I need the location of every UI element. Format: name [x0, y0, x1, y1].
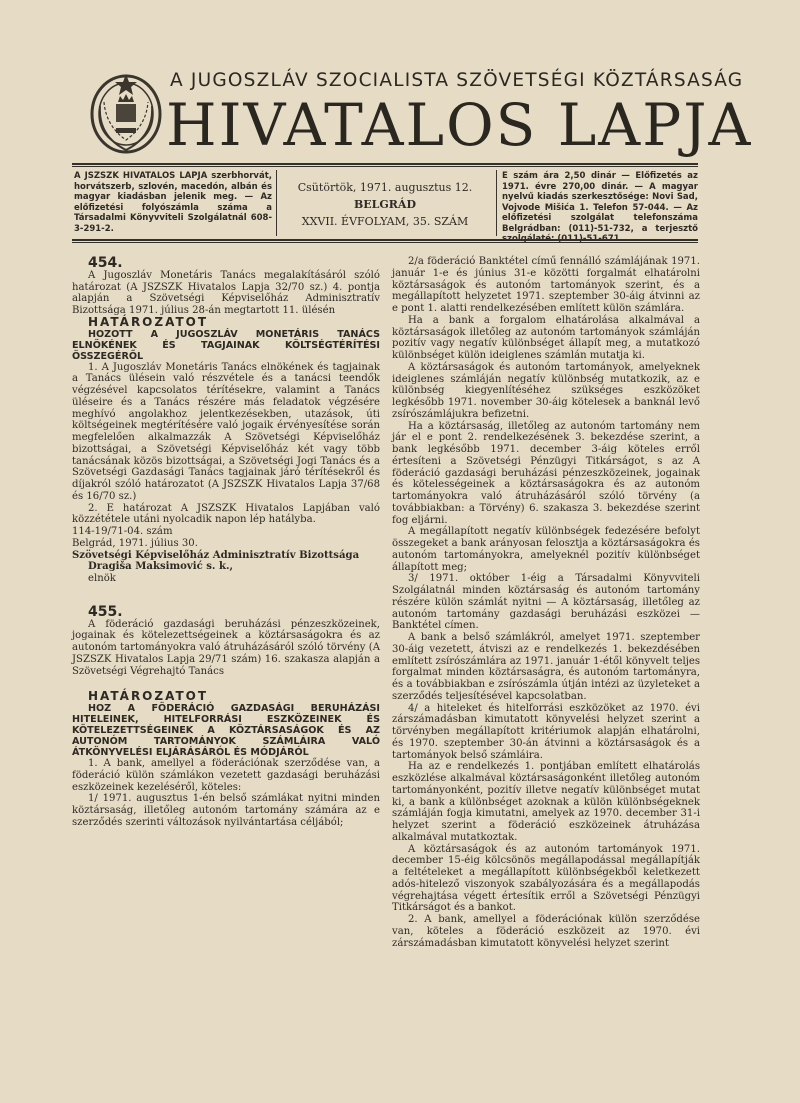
paragraph: Ha az e rendelkezés 1. pontjában említett elhatárolás eszközlése alkalmával köztársaságonként illetőleg autonóm tartományonként, pozitív illetve negatív különbséget mutat ki, a bank a különbséget azoknak a külön különbségeknek számláján fogja kimutatni, amelyek az 1970. december 31-i helyzet szerint a föderáció eszközeinek átruházása alkalmával mutatkoztak. [392, 761, 700, 843]
left-column [72, 255, 380, 829]
paragraph: 1/ 1971. augusztus 1-én belső számlákat nyitni minden köztársaság, illetőleg autonóm tartomány számára az e szerződés szerinti változások nyilvántartása céljából; [72, 793, 380, 828]
state-emblem-icon [86, 66, 166, 158]
masthead-rule-bottom [72, 239, 698, 241]
paragraph: A megállapított negatív különbségek fedezésére befolyt összegeket a bank arányosan felosztja a köztársaságokra és autonóm tartományokra, amelyeknél pozitív különbséget állapított meg; [392, 526, 700, 573]
paragraph: 2/a föderáció Banktétel című fennálló számlájának 1971. január 1-e és június 31-e közötti forgalmát elhatárolni köztársaságok és autonóm tartományok szerint, és a megállapított helyzetet 1971. szeptember 30-áig átvinni az e pont 1. alatti rendelkezésében említett külön számlára. [392, 256, 700, 314]
paragraph: Ha a köztársaság, illetőleg az autonóm tartomány nem jár el e pont 2. rendelkezésének 3. bekezdése szerint, a bank legkésőbb 1971. december 3-áig köteles erről értesíteni a Szövetségi Pénzügyi Titkárságot, s az A föderáció gazdasági beruházási pénzeszközeinek, jogainak és kötelességeinek a köztársaságokra és az autonóm tartományokra való átruházásáról szóló törvény (a továbbiakban: a Törvény) 6. szakasza 3. bekezdése szerint fog eljárni. [392, 420, 700, 526]
paragraph: Ha a bank a forgalom elhatárolása alkalmával a köztársaságok illetőleg az autonóm tartományok számláján pozitív vagy negatív különbséget állapít meg, a mutatkozó különbséget külön ideiglenes számlán mutatja ki. [392, 314, 700, 361]
paragraph: 2. E határozat A JSZSZK Hivatalos Lapjában való közzététele utáni nyolcadik napon lép hatályba. [72, 502, 380, 526]
document-number: 454. [88, 255, 123, 271]
masthead-rule-top [72, 163, 698, 165]
gazette-title: HIVATALOS LAPJA [166, 91, 753, 159]
paragraph: A föderáció gazdasági beruházási pénzeszközeinek, jogainak és kötelezettségeinek a köztársaságokra és az autonóm tartományokra való átruházásáról szóló törvény (A JSZSZK Hivatalos Lapja 29/71 szám) 16. szakasza alapján a Szövetségi Végrehajtó Tanács [72, 618, 380, 677]
paragraph: A bank a belső számlákról, amelyet 1971. szeptember 30-áig vezetett, átviszi az e rendelkezés 1. bekezdésében említett zsírószámlára az 1971. január 1-étől könyvelt teljes forgalmat minden köztársaságra, és autonóm tartományra, és a továbbiakban e zsírószámla útján intézi az üzyleteket a szerződés teljesítésével kapcsolatban. [392, 632, 700, 702]
masthead-rule-bottom-thin [72, 242, 698, 243]
issuing-body: Szövetségi Képviselőház Adminisztratív Bizottsága [72, 549, 360, 561]
header-price-info: E szám ára 2,50 dinár — Előfizetés az 1971. évre 270,00 dinár. — A magyar nyelvű kiadás szerkesztősége: Novi Sad, Vojvode Mišića 1. Telefon 57-044. — Az előfizetési szolgálat telefonszáma Belgrádban: (011)-51-732, a terjesztő szolgálaté: (011)-51-671. [502, 171, 698, 244]
document-number: 455. [88, 603, 123, 620]
paragraph: 2. A bank, amellyel a föderációnak külön szerződése van, köteles a föderáció eszközeit az 1970. évi zárszámadásban kimutatott könyvelési helyzet szerint [392, 914, 700, 949]
place-date: Belgrád, 1971. július 30. [72, 537, 198, 549]
decision-heading: HATÁROZATOT [88, 689, 209, 704]
issue-date: Csütörtök, 1971. augusztus 12. [297, 181, 473, 194]
reference-number: 114-19/71-04. szám [72, 526, 173, 537]
paragraph: 3/ 1971. október 1-éig a Társadalmi Könyvviteli Szolgálatnál minden köztársaság és autonóm tartomány részére külön számlát nyitni — A köztársaság, illetőleg az autonóm tartomány gazdasági beruházási eszközei — Banktétel címen. [392, 573, 700, 632]
paragraph: A Jugoszláv Monetáris Tanács megalakításáról szóló határozat (A JSZSZK Hivatalos Lapja 32/70 sz.) 4. pontja alapján a Szövetségi Képviselőház Adminisztratív Bizottsága 1971. július 28-án megtartott 11. ülésén [72, 269, 380, 316]
header-issue-info [280, 171, 490, 230]
decision-subtitle: HOZ A FÖDERÁCIÓ GAZDASÁGI BERUHÁZÁSI HITELEINEK, HITELFORRÁSI ESZKÖZEINEK ÉS KÖTELEZETTSÉGEINEK A KÖZTÁRSASÁGOK ÉS AZ AUTONÓM TARTOMÁNYOK SZÁMLÁIRA VALÓ ÁTKÖNYVELÉSI ELJÁRÁSÁRÓL ÉS MÓDJÁRÓL [72, 703, 380, 758]
decision-subtitle: HOZOTT A JUGOSZLÁV MONETÁRIS TANÁCS ELNÖKÉNEK ÉS TAGJAINAK KÖLTSÉGTÉRÍTÉSI ÖSSZEGÉRŐL [72, 328, 380, 362]
masthead-rule-top-thin [72, 166, 698, 167]
decision-heading: HATÁROZATOT [88, 314, 209, 329]
paragraph: A köztársaságok és autonóm tartományok, amelyeknek ideiglenes számláján negatív különbség mutatkozik, az e különbség kiegyenlítéséhez szükséges eszközöket legkésőbb 1971. november 30-áig kötelesek a banknál levő zsírószámlájukra befizetni. [392, 361, 700, 420]
right-column [392, 256, 700, 949]
issue-city: BELGRÁD [353, 198, 417, 211]
header-edition-info: A JSZSZK HIVATALOS LAPJA szerbhorvát, horvátszerb, szlovén, macedón, albán és magyar kiadásban jelenik meg. — Az előfizetési folyószámla száma a Társadalmi Könyvviteli Szolgálatnál 608-3-291-2. [74, 171, 272, 234]
paragraph: 1. A bank, amellyel a föderációnak szerződése van, a föderáció külön számlákon vezetett gazdasági beruházási eszközeinek kezeléséről, köteles: [72, 758, 380, 793]
republic-name: A JUGOSZLÁV SZOCIALISTA SZÖVETSÉGI KÖZTÁRSASÁG [170, 70, 744, 91]
paragraph: A köztársaságok és az autonóm tartományok 1971. december 15-éig kölcsönös megállapodással megállapítják a feltételeket a megállapított különbségekből keletkezett adós-hitelező viszonyok szabályozására és a megállapodás végrehajtása végett értesítik erről a Szövetségi Pénzügyi Titkárságot és a bankot. [392, 843, 700, 914]
signatory-role: elnök [88, 573, 116, 584]
issue-volume: XXVII. ÉVFOLYAM, 35. SZÁM [301, 215, 469, 228]
header-divider [496, 170, 497, 236]
signatory: Dragiša Maksimović s. k., [88, 561, 233, 573]
paragraph: 4/ a hiteleket és hitelforrási eszközöket az 1970. évi zárszámadásban kimutatott könyvelési helyzet szerint a törvényben megállapított kritériumok alapján elhatárolni, és 1970. szeptember 30-án átvinni a köztársaságok és a tartományok belső számláira. [392, 702, 700, 761]
paragraph: 1. A Jugoszláv Monetáris Tanács elnökének és tagjainak a Tanács ülésein való részvétele és a tanácsi teendők végzésével kapcsolatos térítésekre, valamint a Tanács üléseire és a Tanács részére más feladatok végzésére meghívó angolakhoz jelentkezésekben, utazások, úti költségeinek megtérítésére való jogaik érvényesítése során megfelelően alkalmazzák A Szövetségi Képviselőház bizottságai, a Szövetségi Képviselőház két vagy több tanácsának közös bizottságai, a Szövetségi Jogi Tanács és a Szövetségi Gazdasági Tanács tagjainak járó térítésekről és díjakról szóló határozatot (A JSZSZK Hivatalos Lapja 37/68 és 16/70 sz.) [72, 361, 380, 502]
header-divider [276, 170, 277, 236]
